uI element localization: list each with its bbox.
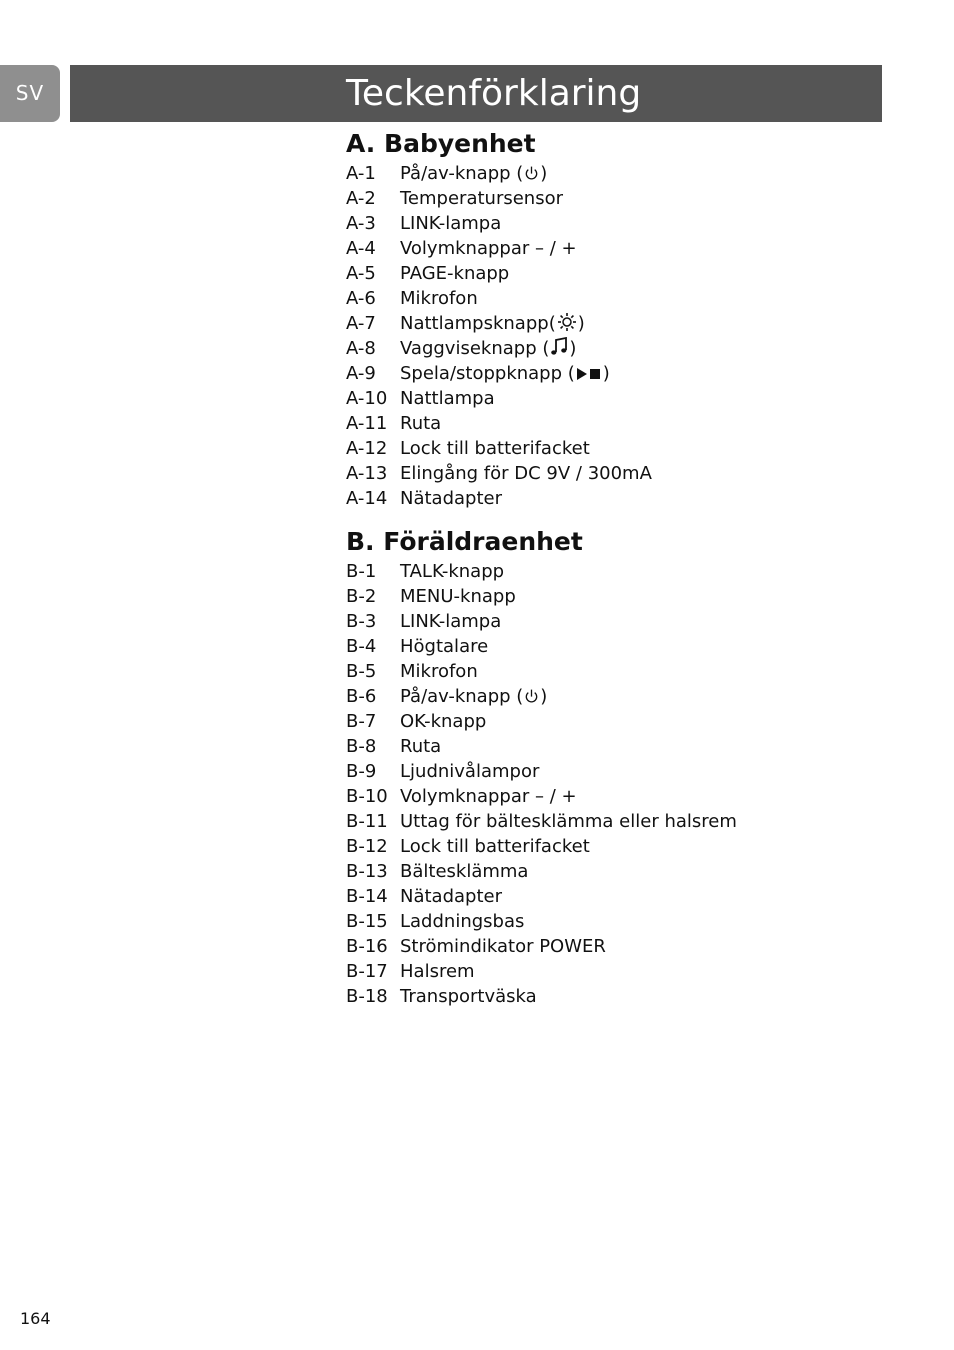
item-label-text: Nattlampa xyxy=(400,388,495,409)
item-code: B-17 xyxy=(346,961,388,982)
item-list-a xyxy=(346,161,906,511)
item-code: B-15 xyxy=(346,911,388,932)
section-a xyxy=(346,127,906,511)
item-label xyxy=(400,809,737,834)
item-code: B-11 xyxy=(346,811,388,832)
item-label xyxy=(400,784,577,809)
list-item xyxy=(346,236,906,261)
item-label xyxy=(400,286,478,311)
item-code: B-18 xyxy=(346,986,388,1007)
legend-content xyxy=(346,127,906,1009)
list-item xyxy=(346,584,906,609)
item-label xyxy=(400,959,475,984)
item-label-text: Mikrofon xyxy=(400,288,478,309)
section-b xyxy=(346,525,906,1009)
item-label-text: Bältesklämma xyxy=(400,861,529,882)
item-label-text: MENU-knapp xyxy=(400,586,516,607)
list-item xyxy=(346,934,906,959)
list-item xyxy=(346,386,906,411)
list-item xyxy=(346,286,906,311)
item-label-text: Nätadapter xyxy=(400,886,502,907)
item-label-text: Transportväska xyxy=(400,986,537,1007)
item-code: A-13 xyxy=(346,463,388,484)
item-code: A-14 xyxy=(346,488,388,509)
item-code: A-5 xyxy=(346,263,376,284)
item-label xyxy=(400,609,501,634)
item-code: B-16 xyxy=(346,936,388,957)
list-item xyxy=(346,909,906,934)
item-code: B-13 xyxy=(346,861,388,882)
item-label xyxy=(400,436,590,461)
item-label-text: Laddningsbas xyxy=(400,911,525,932)
item-label-text: Halsrem xyxy=(400,961,475,982)
list-item xyxy=(346,884,906,909)
item-label xyxy=(400,336,576,361)
item-code: B-1 xyxy=(346,561,377,582)
list-item xyxy=(346,684,906,709)
item-code: B-5 xyxy=(346,661,377,682)
list-item xyxy=(346,659,906,684)
item-code: B-4 xyxy=(346,636,377,657)
list-item xyxy=(346,486,906,511)
list-item xyxy=(346,361,906,386)
item-label-suffix: ) xyxy=(540,163,548,184)
list-item xyxy=(346,984,906,1009)
item-label xyxy=(400,734,441,759)
item-label-text: Ruta xyxy=(400,736,442,757)
item-label-text: Lock till batterifacket xyxy=(400,438,590,459)
play-stop-icon xyxy=(576,364,602,389)
item-label-text: Vaggviseknapp ( xyxy=(400,338,550,359)
item-label-text: TALK-knapp xyxy=(400,561,505,582)
item-label-text: Mikrofon xyxy=(400,661,478,682)
item-label-text: På/av-knapp ( xyxy=(400,163,524,184)
list-item xyxy=(346,809,906,834)
item-label xyxy=(400,559,504,584)
section-heading-b: B. Föräldraenhet xyxy=(346,527,583,556)
language-tab: SV xyxy=(0,65,60,122)
item-label xyxy=(400,759,539,784)
item-label xyxy=(400,161,547,186)
item-code: B-10 xyxy=(346,786,388,807)
item-label-text: LINK-lampa xyxy=(400,611,502,632)
power-icon xyxy=(524,687,539,712)
item-label xyxy=(400,909,524,934)
item-label xyxy=(400,386,495,411)
item-label-text: Uttag för bältesklämma eller halsrem xyxy=(400,811,737,832)
list-item xyxy=(346,336,906,361)
item-label-text: Volymknappar – / + xyxy=(400,786,577,807)
item-code: B-8 xyxy=(346,736,377,757)
item-code: A-9 xyxy=(346,363,376,384)
item-label xyxy=(400,934,606,959)
item-label-text: Lock till batterifacket xyxy=(400,836,590,857)
item-code: B-9 xyxy=(346,761,377,782)
item-label-text: PAGE-knapp xyxy=(400,263,510,284)
item-label xyxy=(400,461,652,486)
list-item xyxy=(346,461,906,486)
list-item xyxy=(346,411,906,436)
item-label-text: LINK-lampa xyxy=(400,213,502,234)
item-code: B-7 xyxy=(346,711,377,732)
title-bar xyxy=(70,65,882,122)
item-label xyxy=(400,186,563,211)
list-item xyxy=(346,186,906,211)
item-label-text: Ruta xyxy=(400,413,442,434)
item-code: B-2 xyxy=(346,586,377,607)
item-label-text: Nätadapter xyxy=(400,488,502,509)
item-label xyxy=(400,261,509,286)
item-label xyxy=(400,211,501,236)
item-code: A-4 xyxy=(346,238,376,259)
page-title: Teckenförklaring xyxy=(346,73,642,114)
item-label xyxy=(400,361,610,386)
item-code: A-1 xyxy=(346,163,376,184)
list-item xyxy=(346,609,906,634)
list-item xyxy=(346,559,906,584)
item-label-suffix: ) xyxy=(602,363,610,384)
page-number: 164 xyxy=(20,1309,51,1328)
item-label xyxy=(400,236,577,261)
item-code: A-2 xyxy=(346,188,376,209)
item-code: B-6 xyxy=(346,686,377,707)
item-label xyxy=(400,984,537,1009)
item-label xyxy=(400,884,502,909)
section-heading-a: A. Babyenhet xyxy=(346,129,536,158)
item-label-text: Strömindikator POWER xyxy=(400,936,606,957)
item-list-b xyxy=(346,559,906,1009)
item-label-text: Volymknappar – / + xyxy=(400,238,577,259)
item-code: A-3 xyxy=(346,213,376,234)
list-item xyxy=(346,834,906,859)
item-label-text: På/av-knapp ( xyxy=(400,686,524,707)
item-code: B-3 xyxy=(346,611,377,632)
item-code: A-7 xyxy=(346,313,376,334)
item-label-text: Temperatursensor xyxy=(400,188,563,209)
item-code: A-11 xyxy=(346,413,388,434)
item-label-text: OK-knapp xyxy=(400,711,487,732)
list-item xyxy=(346,436,906,461)
list-item xyxy=(346,784,906,809)
list-item xyxy=(346,759,906,784)
item-label-text: Elingång för DC 9V / 300mA xyxy=(400,463,652,484)
list-item xyxy=(346,261,906,286)
item-label-suffix: ) xyxy=(540,686,548,707)
item-label-text: Högtalare xyxy=(400,636,489,657)
item-code: A-6 xyxy=(346,288,376,309)
item-label-suffix: ) xyxy=(569,338,577,359)
sun-icon xyxy=(557,312,577,339)
item-label-text: Spela/stoppknapp ( xyxy=(400,363,575,384)
item-code: B-14 xyxy=(346,886,388,907)
list-item xyxy=(346,161,906,186)
item-label-text: Ljudnivålampor xyxy=(400,761,540,782)
item-code: A-10 xyxy=(346,388,388,409)
item-label xyxy=(400,584,516,609)
item-label xyxy=(400,834,590,859)
list-item xyxy=(346,211,906,236)
item-label xyxy=(400,684,547,709)
list-item xyxy=(346,709,906,734)
item-code: A-8 xyxy=(346,338,376,359)
list-item xyxy=(346,734,906,759)
list-item xyxy=(346,859,906,884)
item-code: B-12 xyxy=(346,836,388,857)
item-label xyxy=(400,709,486,734)
item-label xyxy=(400,486,502,511)
item-label xyxy=(400,859,528,884)
list-item xyxy=(346,634,906,659)
item-label xyxy=(400,411,441,436)
item-label-text: Nattlampsknapp( xyxy=(400,313,556,334)
item-label xyxy=(400,311,585,336)
music-note-icon xyxy=(550,337,568,364)
item-label xyxy=(400,659,478,684)
list-item xyxy=(346,959,906,984)
item-code: A-12 xyxy=(346,438,388,459)
item-label xyxy=(400,634,488,659)
item-label-suffix: ) xyxy=(577,313,585,334)
list-item xyxy=(346,311,906,336)
